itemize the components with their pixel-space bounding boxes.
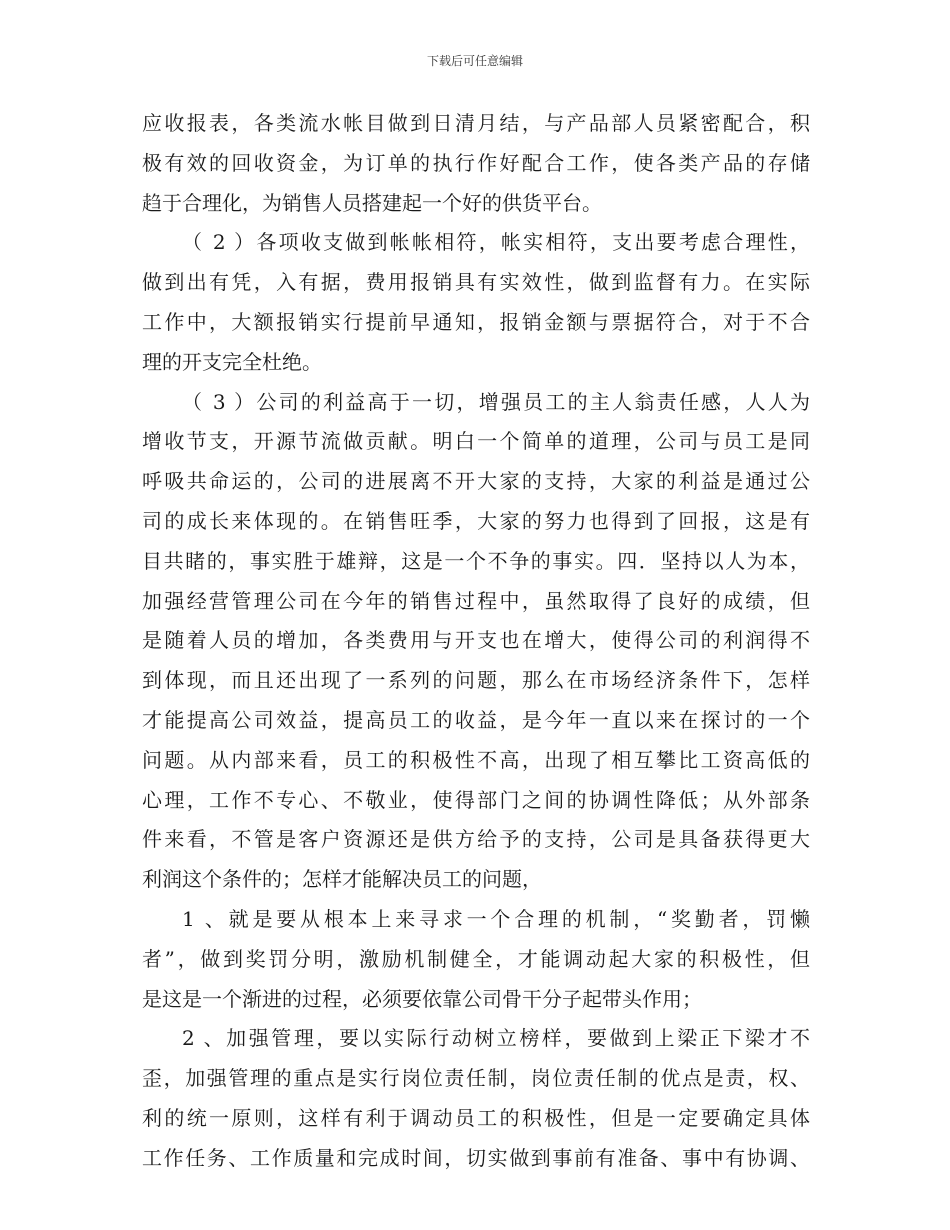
text-line: 件来看，不管是客户资源还是供方给予的支持，公司是具备获得更大: [142, 827, 810, 852]
text-line: 心理，工作不专心、不敬业，使得部门之间的协调性降低；从外部条: [142, 787, 810, 812]
text-line: 是这是一个渐进的过程，必须要依靠公司骨干分子起带头作用；: [142, 986, 702, 1011]
text-line: 司的成长来体现的。在销售旺季，大家的努力也得到了回报，这是有: [142, 508, 810, 533]
text-line: 呼吸共命运的，公司的进展离不开大家的支持，大家的利益是通过公: [142, 469, 810, 494]
text-line: 工作中，大额报销实行提前早通知，报销金额与票据符合，对于不合: [142, 309, 810, 334]
page-header: 下载后可任意编辑: [426, 54, 523, 68]
text-line: 极有效的回收资金，为订单的执行作好配合工作，使各类产品的存储: [142, 150, 810, 175]
text-line: 是随着人员的增加，各类费用与开支也在增大，使得公司的利润得不: [142, 628, 810, 653]
text-line: 加强经营管理公司在今年的销售过程中，虽然取得了良好的成绩，但: [142, 588, 810, 613]
document-body: [142, 104, 810, 1184]
text-line: 利的统一原则，这样有利于调动员工的积极性，但是一定要确定具体: [142, 1105, 810, 1130]
text-line: 者”，做到奖罚分明，激励机制健全，才能调动起大家的积极性，但: [142, 946, 810, 971]
text-line: （ 3 ）公司的利益高于一切，增强员工的主人翁责任感，人人为: [182, 389, 810, 414]
text-line: 利润这个条件的；怎样才能解决员工的问题，: [142, 867, 542, 892]
text-line: 歪，加强管理的重点是实行岗位责任制，岗位责任制的优点是责，权、: [142, 1066, 810, 1091]
text-line: 理的开支完全杜绝。: [142, 349, 322, 374]
text-line: 才能提高公司效益，提高员工的收益，是今年一直以来在探讨的一个: [142, 707, 810, 732]
text-line: 目共睹的，事实胜于雄辩，这是一个不争的事实。四．坚持以人为本，: [142, 548, 810, 573]
text-line: 1 、就是要从根本上来寻求一个合理的机制，“奖勤者，罚懒: [182, 906, 810, 931]
text-line: 做到出有凭，入有据，费用报销具有实效性，做到监督有力。在实际: [142, 270, 810, 295]
text-line: 工作任务、工作质量和完成时间，切实做到事前有准备、事中有协调、: [142, 1145, 810, 1170]
text-line: 问题。从内部来看，员工的积极性不高，出现了相互攀比工资高低的: [142, 747, 810, 772]
text-line: 到体现，而且还出现了一系列的问题，那么在市场经济条件下，怎样: [142, 668, 810, 693]
text-line: 应收报表，各类流水帐目做到日清月结，与产品部人员紧密配合，积: [142, 111, 810, 135]
text-line: 2 、加强管理，要以实际行动树立榜样，要做到上梁正下梁才不: [182, 1026, 810, 1051]
text-line: （ 2 ）各项收支做到帐帐相符，帐实相符，支出要考虑合理性，: [182, 230, 810, 255]
text-line: 增收节支，开源节流做贡献。明白一个简单的道理，公司与员工是同: [142, 429, 810, 454]
text-line: 趋于合理化，为销售人员搭建起一个好的供货平台。: [142, 190, 602, 215]
